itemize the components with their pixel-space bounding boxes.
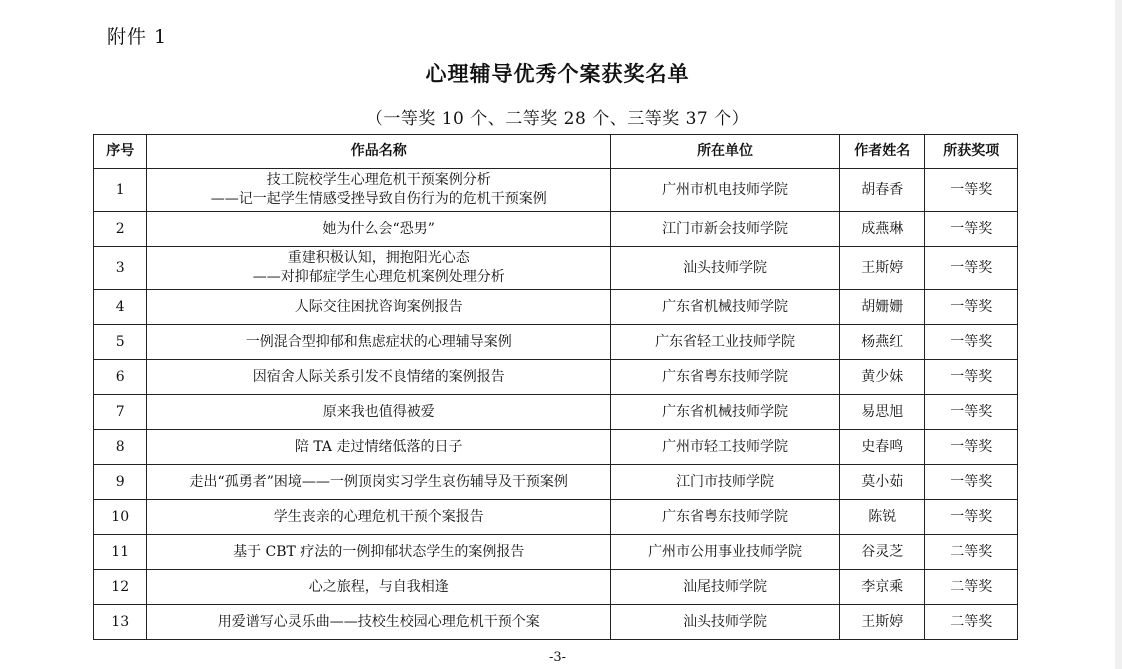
awards-table	[93, 134, 1018, 640]
cell-work	[147, 360, 611, 395]
cell-award: 二等奖	[925, 605, 1018, 640]
table-row	[94, 465, 1018, 500]
cell-work	[147, 465, 611, 500]
cell-work	[147, 535, 611, 570]
cell-award: 一等奖	[925, 325, 1018, 360]
cell-work	[147, 500, 611, 535]
work-title-line: 因宿舍人际关系引发不良情绪的案例报告	[252, 368, 505, 385]
cell-unit: 广州市公用事业技师学院	[610, 535, 839, 570]
work-title-line: 基于 CBT 疗法的一例抑郁状态学生的案例报告	[233, 543, 525, 560]
cell-no: 11	[94, 535, 147, 570]
work-title-line: 原来我也值得被爱	[322, 403, 435, 420]
document-subtitle: （一等奖 10 个、二等奖 28 个、三等奖 37 个）	[365, 109, 750, 129]
cell-no: 6	[94, 360, 147, 395]
header-unit: 所在单位	[610, 135, 839, 169]
cell-unit: 广东省轻工业技师学院	[610, 325, 839, 360]
work-title-line: 用爱谱写心灵乐曲——技校生校园心理危机干预个案	[217, 613, 540, 630]
work-title-line: ——对抑郁症学生心理危机案例处理分析	[252, 269, 505, 285]
cell-author: 莫小茹	[840, 465, 925, 500]
table-row	[94, 395, 1018, 430]
work-title-line: 心之旅程，与自我相逢	[308, 578, 449, 595]
cell-no: 12	[94, 570, 147, 605]
cell-no: 2	[94, 212, 147, 247]
work-title-line: 重建积极认知，拥抱阳光心态	[287, 250, 470, 266]
cell-author: 史春鸣	[840, 430, 925, 465]
cell-work	[147, 570, 611, 605]
cell-author: 黄少妹	[840, 360, 925, 395]
document-title: 心理辅导优秀个案获奖名单	[425, 61, 690, 86]
cell-award: 一等奖	[925, 247, 1018, 290]
cell-award: 二等奖	[925, 535, 1018, 570]
work-title-line: 学生丧亲的心理危机干预个案报告	[273, 508, 484, 525]
cell-author: 易思旭	[840, 395, 925, 430]
cell-work	[147, 247, 611, 290]
cell-award: 一等奖	[925, 465, 1018, 500]
table-row	[94, 570, 1018, 605]
cell-author: 王斯婷	[840, 247, 925, 290]
work-title-line: ——记一起学生情感受挫导致自伤行为的危机干预案例	[210, 191, 547, 207]
cell-author: 李京乘	[840, 570, 925, 605]
cell-unit: 广东省机械技师学院	[610, 395, 839, 430]
table-row	[94, 360, 1018, 395]
work-title-line: 技工院校学生心理危机干预案例分析	[266, 172, 491, 188]
cell-award: 一等奖	[925, 360, 1018, 395]
cell-award: 二等奖	[925, 570, 1018, 605]
cell-work	[147, 325, 611, 360]
cell-work	[147, 169, 611, 212]
cell-unit: 汕头技师学院	[610, 605, 839, 640]
cell-no: 9	[94, 465, 147, 500]
cell-work	[147, 212, 611, 247]
table-row	[94, 605, 1018, 640]
cell-work	[147, 430, 611, 465]
table-row	[94, 169, 1018, 212]
window-edge	[1115, 0, 1122, 669]
table-row	[94, 290, 1018, 325]
table-row	[94, 500, 1018, 535]
cell-unit: 广东省粤东技师学院	[610, 500, 839, 535]
cell-unit: 汕头技师学院	[610, 247, 839, 290]
page-number: -3-	[548, 650, 567, 665]
work-title-line: 走出“孤勇者”困境——一例顶岗实习学生哀伤辅导及干预案例	[189, 473, 568, 490]
cell-unit: 广州市轻工技师学院	[610, 430, 839, 465]
work-title-line: 陪 TA 走过情绪低落的日子	[294, 438, 463, 455]
cell-unit: 广东省粤东技师学院	[610, 360, 839, 395]
cell-no: 13	[94, 605, 147, 640]
cell-unit: 江门市新会技师学院	[610, 212, 839, 247]
cell-award: 一等奖	[925, 395, 1018, 430]
cell-no: 5	[94, 325, 147, 360]
work-title-line: 她为什么会“恐男”	[322, 220, 435, 237]
cell-work	[147, 605, 611, 640]
work-title-line: 一例混合型抑郁和焦虑症状的心理辅导案例	[245, 333, 512, 350]
cell-award: 一等奖	[925, 169, 1018, 212]
cell-no: 7	[94, 395, 147, 430]
cell-no: 10	[94, 500, 147, 535]
cell-unit: 江门市技师学院	[610, 465, 839, 500]
cell-no: 8	[94, 430, 147, 465]
cell-author: 胡春香	[840, 169, 925, 212]
cell-award: 一等奖	[925, 290, 1018, 325]
table-row	[94, 535, 1018, 570]
cell-no: 1	[94, 169, 147, 212]
work-title-line: 人际交往困扰咨询案例报告	[294, 298, 463, 315]
cell-unit: 广州市机电技师学院	[610, 169, 839, 212]
header-work: 作品名称	[147, 135, 611, 169]
header-no: 序号	[94, 135, 147, 169]
cell-author: 谷灵芝	[840, 535, 925, 570]
cell-author: 陈锐	[840, 500, 925, 535]
cell-work	[147, 395, 611, 430]
table-body	[94, 169, 1018, 640]
cell-award: 一等奖	[925, 430, 1018, 465]
attachment-label: 附件 1	[107, 26, 168, 48]
cell-unit: 汕尾技师学院	[610, 570, 839, 605]
cell-award: 一等奖	[925, 500, 1018, 535]
table-row	[94, 430, 1018, 465]
header-award: 所获奖项	[925, 135, 1018, 169]
cell-work	[147, 290, 611, 325]
cell-no: 4	[94, 290, 147, 325]
table-row	[94, 247, 1018, 290]
cell-author: 杨燕红	[840, 325, 925, 360]
header-author: 作者姓名	[840, 135, 925, 169]
cell-no: 3	[94, 247, 147, 290]
cell-author: 胡姗姗	[840, 290, 925, 325]
cell-author: 成燕琳	[840, 212, 925, 247]
table-row	[94, 325, 1018, 360]
table-row	[94, 212, 1018, 247]
cell-unit: 广东省机械技师学院	[610, 290, 839, 325]
table-header-row	[94, 135, 1018, 169]
cell-award: 一等奖	[925, 212, 1018, 247]
cell-author: 王斯婷	[840, 605, 925, 640]
